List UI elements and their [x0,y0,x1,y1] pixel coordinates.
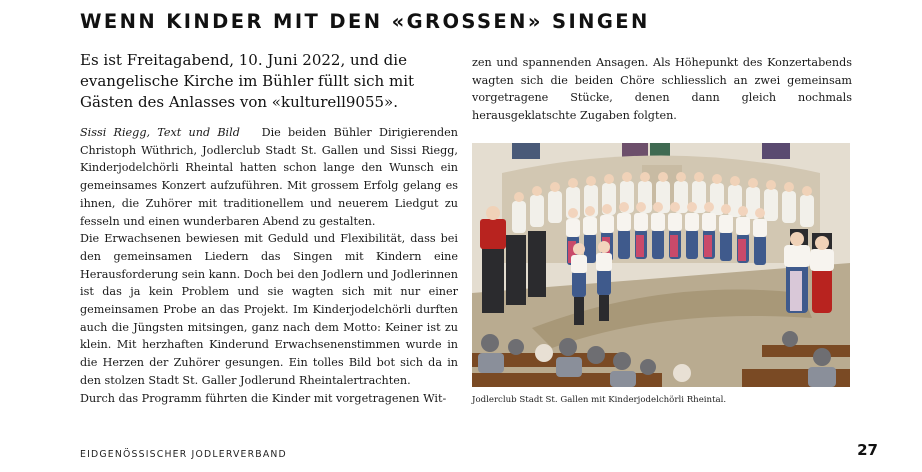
photo-caption: Jodlerclub Stadt St. Gallen mit Kinderjodelchörli Rheintal. [472,395,727,405]
article-body-left-column [80,124,458,407]
choir-photo [472,143,850,387]
paragraph-1-text: Die beiden Bühler Dirigierenden Christoph Wüthrich, Jodlerclub Stadt St. Gallen und Sissi Riegg, Kinderjodelchörli Rheintal hatten schon lange den Wunsch ein gemeinsames Konzert aufzuführen. Mit grossem Erfolg gelang es ihnen, die Zuhörer mit traditionellem und neuerem Liedgut zu fesseln und einen wunderbaren Abend zu gestalten. [80,126,459,228]
article-body-right-column [472,54,852,125]
article-paragraph-3-end: zen und spannenden Ansagen. Als Höhepunkt des Konzertabends wagten sich die beiden Chöre schliesslich an zwei gemeinsam vorgetragene Stücke, denen dann gleich nochmals herausgeklatschte Zugaben folgten. [472,56,852,123]
article-paragraph-2: Die Erwachsenen bewiesen mit Geduld und Flexibilität, dass bei den gemeinsamen Liedern das Singen mit Kindern eine Herausforderung sein kann. Doch bei den Jodlern und Jodlerinnen ist das ja kein Problem und sie wagten sich mit nur einer gemeinsamen Probe an das Projekt. Im Kinderjodelchörli durften auch die Jüngsten mitsingen, ganz nach dem Motto: Keiner ist zu klein. Mit herzhaften Kinderund Erwachsenenstimmen wurde in die Herzen der Zuhörer gesungen. Ein tolles Bild bot sich da in den stolzen Stadt St. Galler Jodlerund Rheintalertrachten. [80,232,458,387]
page-number: 27 [857,441,878,459]
footer-organization: EIDGENÖSSISCHER JODLERVERBAND [80,449,287,460]
article-paragraph-1 [80,124,458,230]
article-lead: Es ist Freitagabend, 10. Juni 2022, und die evangelische Kirche im Bühler füllt sich mit Gästen des Anlasses von «kulturell9055». [80,51,415,111]
article-paragraph-3-start: Durch das Programm führten die Kinder mit vorgetragenen Wit- [80,391,447,405]
article-title: WENN KINDER MIT DEN «GROSSEN» SINGEN [80,10,650,33]
article-byline: Sissi Riegg, Text und Bild [80,126,240,139]
